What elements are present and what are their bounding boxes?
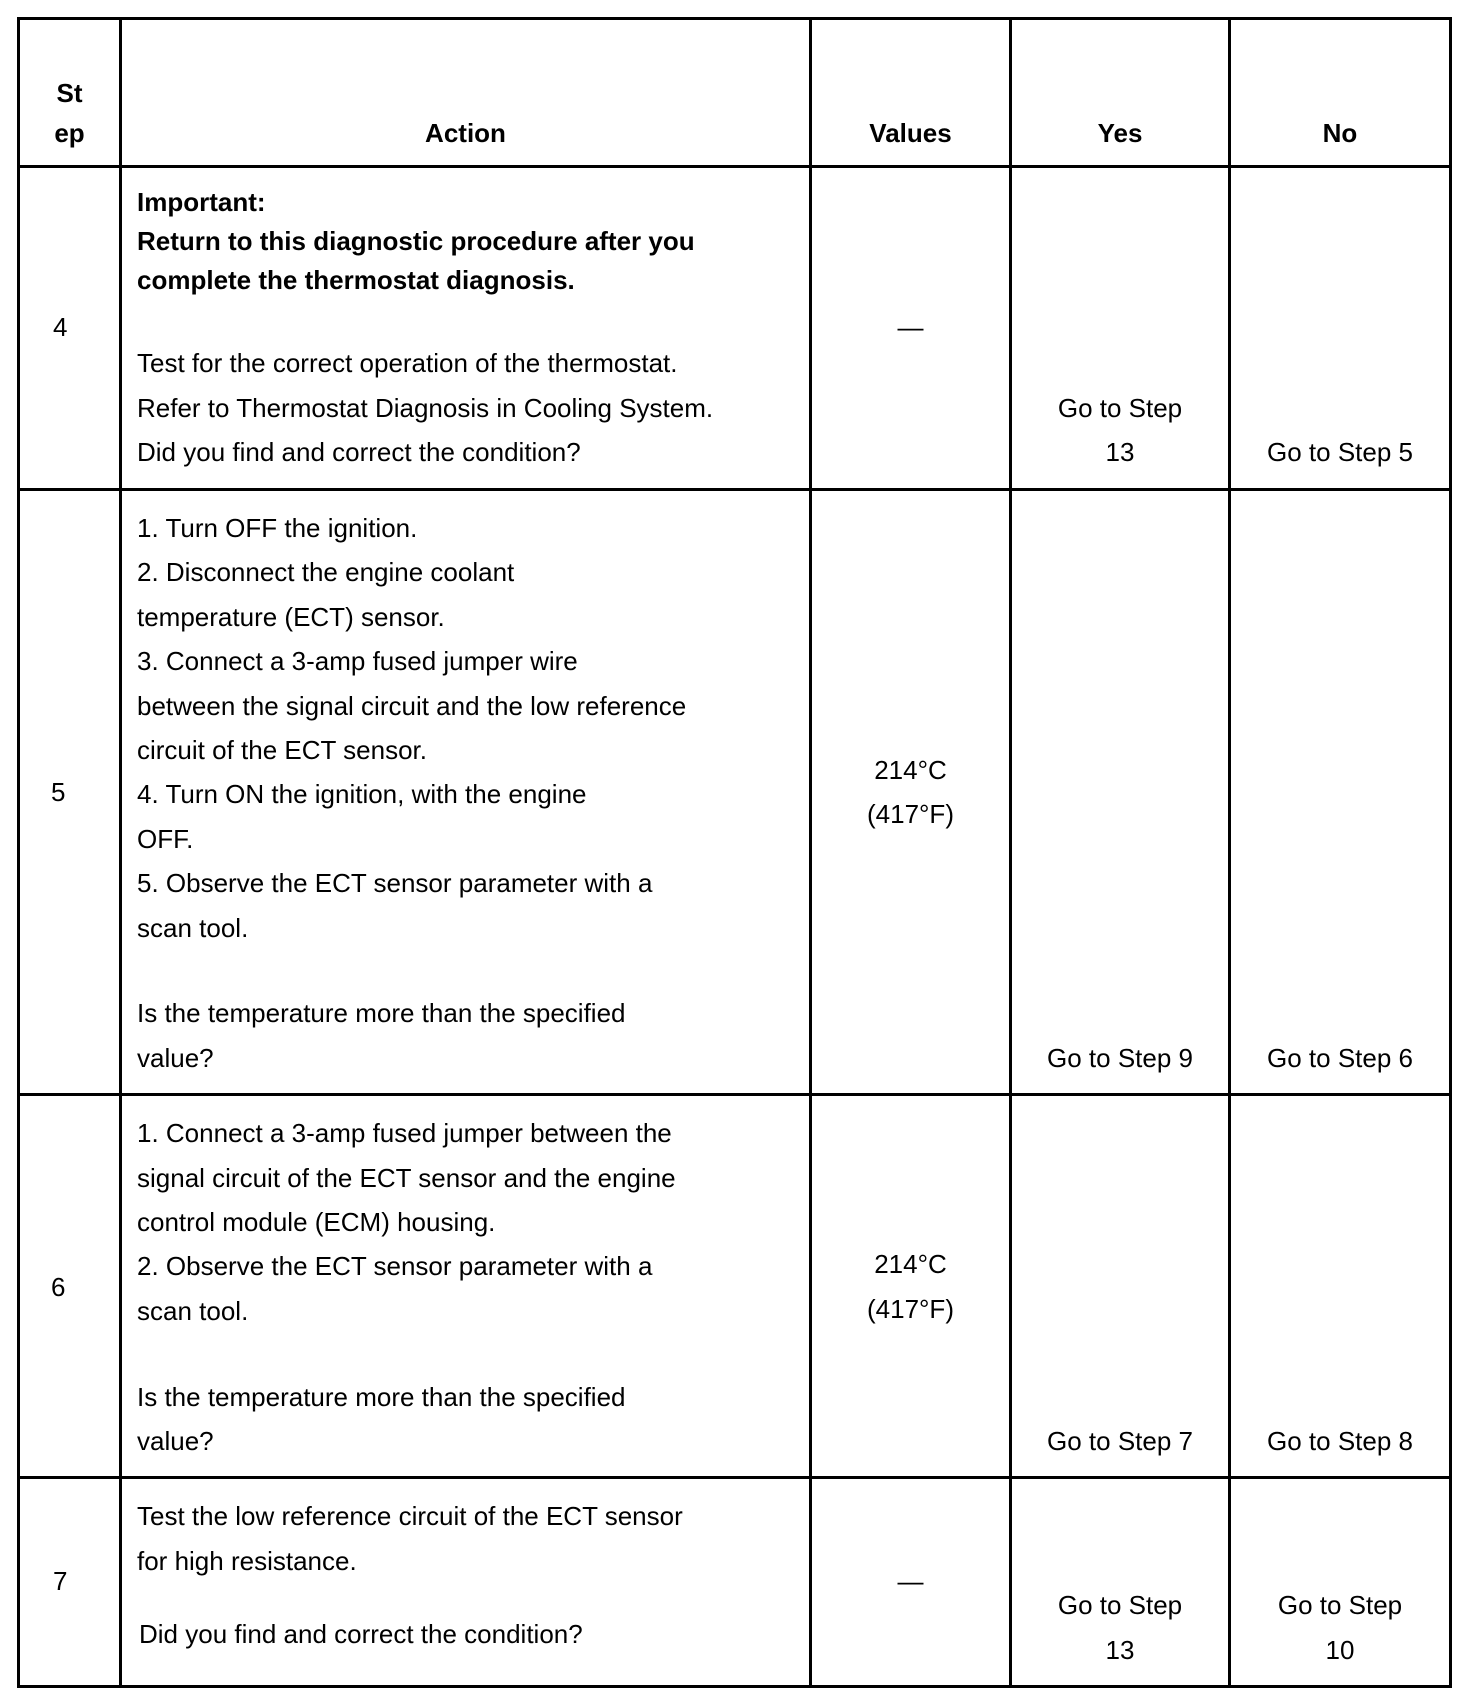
step-number: 6 [51,1272,66,1302]
header-values: Values [869,118,952,148]
action-text-line: scan tool. [137,913,249,943]
action-text-line: value? [137,1043,214,1073]
step-number: 4 [53,312,68,342]
header-action: Action [425,118,506,148]
header-divider [17,165,1452,168]
action-text-line: between the signal circuit and the low reference [137,691,687,721]
action-text-line: Refer to Thermostat Diagnosis in Cooling System. [137,393,714,423]
step-number: 5 [51,777,66,807]
action-text-line: circuit of the ECT sensor. [137,735,427,765]
action-text-line: 2. Observe the ECT sensor parameter with a [137,1251,653,1281]
table-border-right [1449,18,1452,1688]
action-text-line: Is the temperature more than the specified [137,1382,626,1412]
value-temperature: (417°F) [867,799,954,829]
yes-link[interactable]: Go to Step 9 [1047,1043,1193,1073]
header-step-line2: ep [54,118,85,148]
step-number: 7 [53,1566,68,1596]
important-note-line: Return to this diagnostic procedure after you [137,226,695,256]
action-text-line: signal circuit of the ECT sensor and the engine [137,1163,676,1193]
action-text-line: 1. Connect a 3-amp fused jumper between the [137,1118,672,1148]
action-text-line: control module (ECM) housing. [137,1207,496,1237]
yes-link[interactable]: Go to Step [1057,393,1183,423]
no-link[interactable]: Go to Step 5 [1267,437,1413,467]
no-link[interactable]: Go to Step 8 [1267,1426,1413,1456]
header-no: No [1322,118,1358,148]
table-border-left [17,18,20,1688]
table-border-bottom [17,1685,1452,1688]
no-link[interactable]: Go to Step 6 [1267,1043,1413,1073]
action-text-line: Did you find and correct the condition? [137,437,581,467]
action-text-line: 4. Turn ON the ignition, with the engine [137,779,587,809]
action-text-line: Test for the correct operation of the thermostat. [137,348,678,378]
yes-link[interactable]: 13 [1105,437,1135,467]
important-label: Important: [137,187,266,217]
row-divider-6-7 [17,1476,1452,1479]
action-text-line: Test the low reference circuit of the ECT sensor [137,1501,683,1531]
action-text-line: 1. Turn OFF the ignition. [137,513,418,543]
action-text-line: 3. Connect a 3-amp fused jumper wire [137,646,578,676]
yes-link[interactable]: Go to Step [1057,1590,1183,1620]
action-text-line: 5. Observe the ECT sensor parameter with a [137,868,653,898]
action-text-line: 2. Disconnect the engine coolant [137,557,515,587]
table-border-top [17,17,1452,20]
important-note-line: complete the thermostat diagnosis. [137,265,575,295]
row-divider-4-5 [17,488,1452,491]
row-divider-5-6 [17,1093,1452,1096]
action-text-line: OFF. [137,824,194,854]
no-link[interactable]: Go to Step [1277,1590,1403,1620]
action-text-line: value? [137,1426,214,1456]
action-text-line: temperature (ECT) sensor. [137,602,445,632]
yes-link[interactable]: Go to Step 7 [1047,1426,1193,1456]
action-text-line: Did you find and correct the condition? [139,1619,583,1649]
no-link[interactable]: 10 [1325,1635,1355,1665]
yes-link[interactable]: 13 [1105,1635,1135,1665]
column-divider-step-action [119,18,122,1688]
value-dash: — [897,1566,924,1596]
value-temperature: 214°C [874,755,947,785]
column-divider-action-values [809,18,812,1688]
action-text-line: Is the temperature more than the specified [137,998,626,1028]
value-temperature: (417°F) [867,1294,954,1324]
value-dash: — [897,312,924,342]
header-yes: Yes [1097,118,1143,148]
value-temperature: 214°C [874,1249,947,1279]
action-text-line: scan tool. [137,1296,249,1326]
action-text-line: for high resistance. [137,1546,357,1576]
header-step-line1: St [56,78,83,108]
